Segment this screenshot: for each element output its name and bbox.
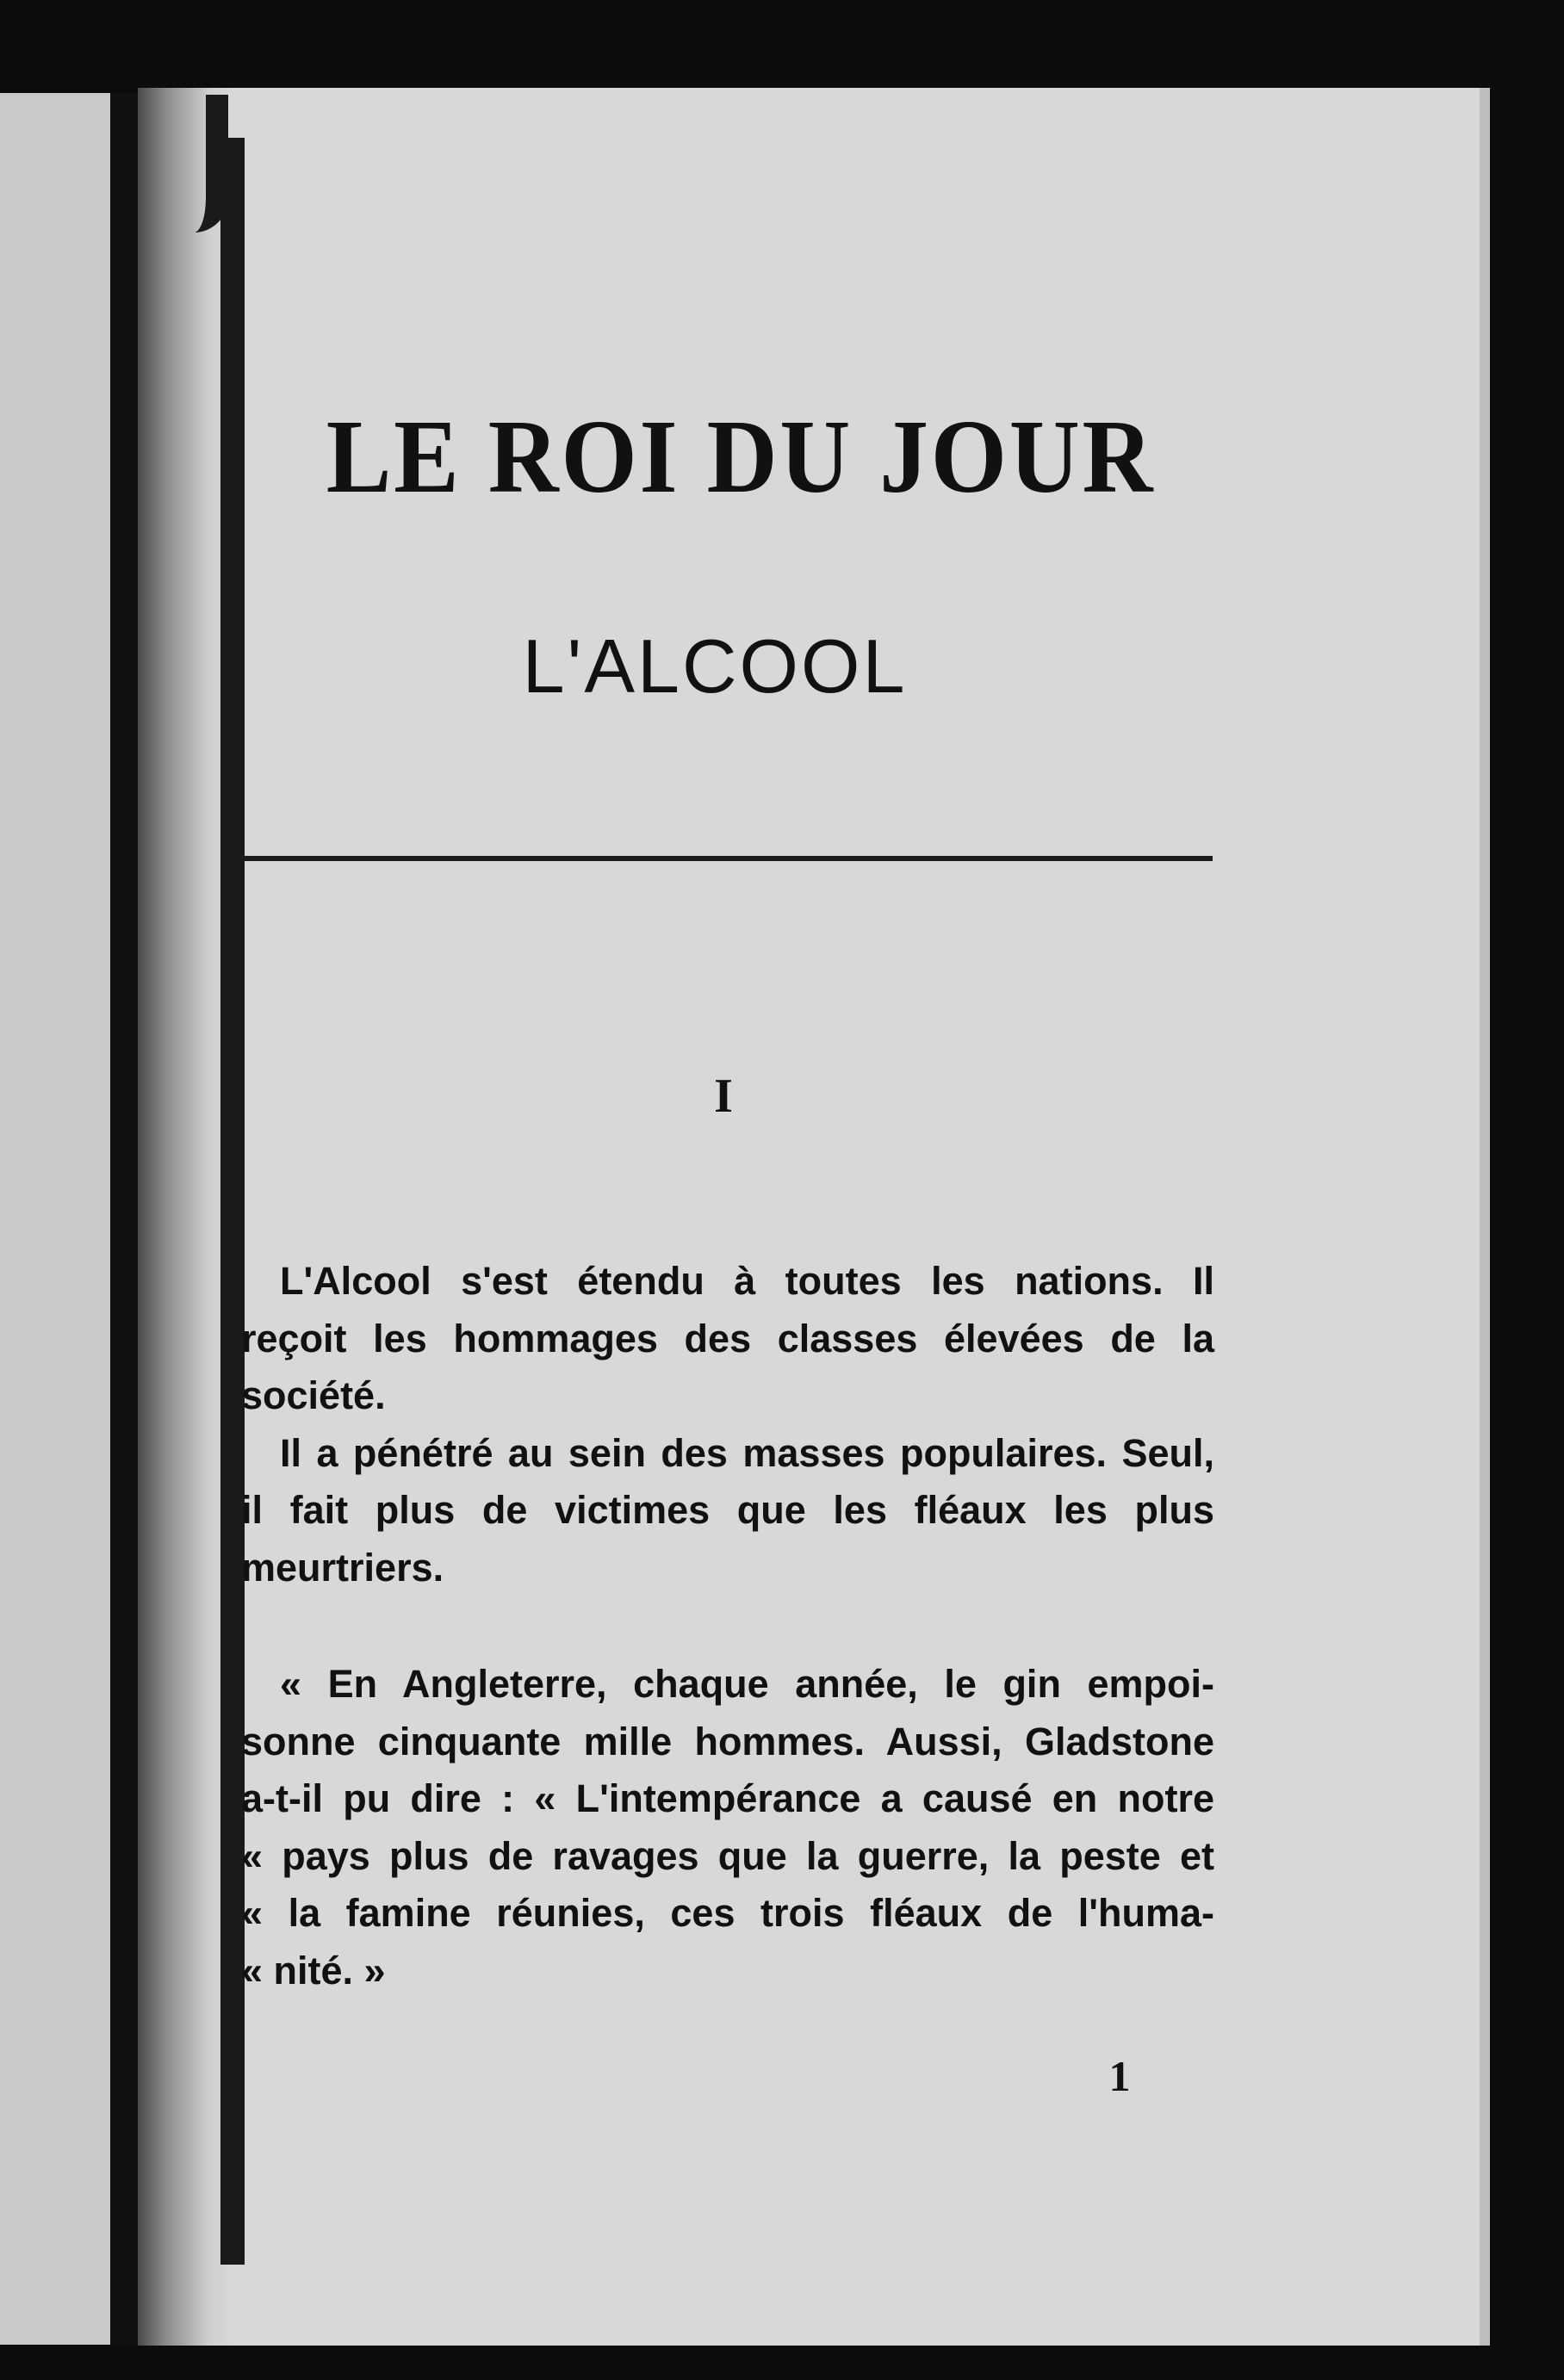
text-line: meurtriers. <box>241 1545 444 1590</box>
text-line: « En Angleterre, chaque année, le gin empoi- <box>280 1662 1214 1706</box>
text-line: « la famine réunies, ces trois fléaux de l'huma- <box>241 1891 1214 1935</box>
paragraph <box>241 1253 1214 1425</box>
text-line: Il a pénétré au sein des masses populaires. Seul, <box>280 1430 1214 1475</box>
gutter-shadow <box>138 88 233 2346</box>
page-edge <box>1480 88 1490 2346</box>
previous-page-edge <box>0 93 112 2345</box>
paragraph <box>241 1425 1214 1597</box>
text-line: a-t-il pu dire : « L'intempérance a causé en notre <box>241 1776 1214 1820</box>
body-text <box>241 1253 1214 1999</box>
chapter-title: L'ALCOOL <box>522 623 908 709</box>
text-line: « nité. » <box>241 1948 386 1993</box>
book-title: LE ROI DU JOUR <box>326 399 1156 515</box>
text-line: société. <box>241 1373 386 1417</box>
page-number: 1 <box>1108 2052 1131 2100</box>
text-line: « pays plus de ravages que la guerre, la peste et <box>241 1833 1214 1878</box>
text-line: L'Alcool s'est étendu à toutes les nations. Il <box>280 1259 1214 1303</box>
text-line: sonne cinquante mille hommes. Aussi, Gladstone <box>241 1719 1214 1763</box>
binding-shadow <box>110 93 141 2345</box>
text-line: il fait plus de victimes que les fléaux les plus <box>241 1488 1214 1532</box>
paragraph <box>241 1656 1214 1999</box>
text-line: reçoit les hommages des classes élevées de la <box>241 1316 1214 1360</box>
section-number: I <box>714 1069 733 1123</box>
title-rule <box>234 856 1213 861</box>
